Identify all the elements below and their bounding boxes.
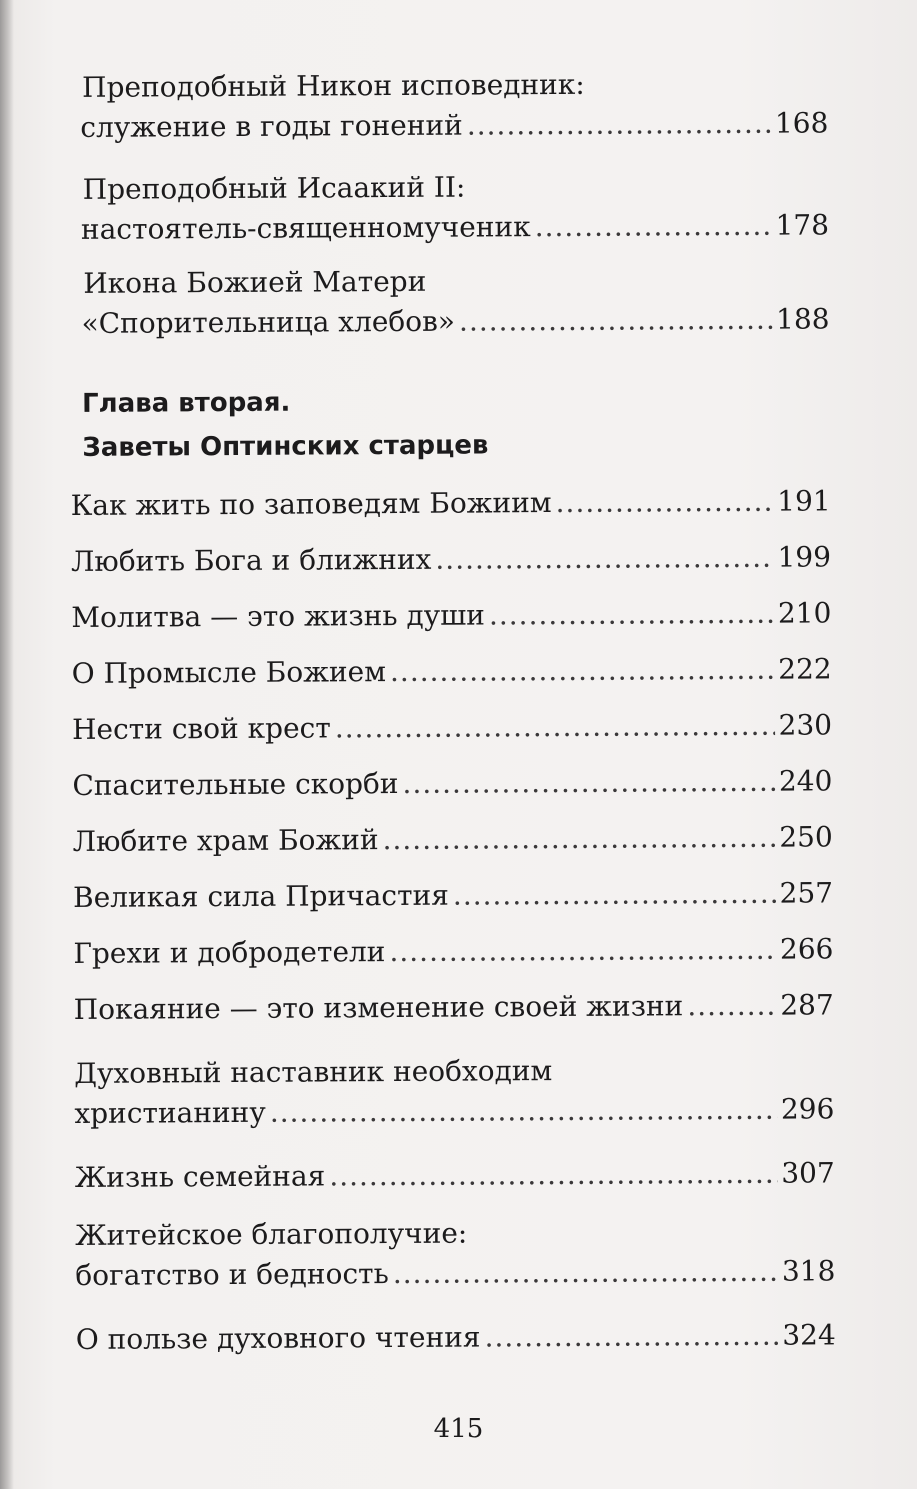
toc-entry-row — [71, 537, 831, 598]
dot-leader — [389, 930, 776, 972]
page-number: 415 — [433, 1414, 484, 1444]
toc-entry — [69, 259, 830, 382]
dot-leader — [435, 538, 773, 580]
toc-entry-row — [73, 817, 833, 878]
dot-leader — [393, 1252, 778, 1294]
toc-entry-title-line1: Преподобный Исаакий II: — [82, 170, 466, 206]
toc-entry-row — [71, 593, 831, 654]
toc-page-number: 199 — [777, 540, 832, 574]
toc-page-number: 240 — [778, 764, 833, 798]
dot-leader — [270, 1090, 777, 1133]
dot-leader — [535, 206, 772, 247]
toc-entry — [69, 165, 830, 264]
toc-entry-title: Покаяние — это изменение своей жизни — [73, 989, 684, 1026]
table-of-contents — [68, 63, 836, 1378]
toc-entry — [76, 1315, 836, 1378]
toc-entry — [68, 63, 829, 170]
toc-page-number: 287 — [780, 988, 834, 1022]
dot-leader — [467, 104, 771, 146]
toc-page-number: 178 — [775, 208, 830, 242]
toc-page-number: 266 — [779, 932, 834, 966]
toc-entry-row — [72, 649, 832, 710]
toc-entry-title-line2: христианину — [74, 1095, 266, 1130]
dot-leader — [555, 482, 773, 523]
toc-entry-row — [69, 299, 829, 344]
toc-entry-title: Как жить по заповедям Божиим — [70, 486, 552, 522]
dot-leader — [453, 874, 776, 916]
toc-page-number: 257 — [779, 876, 834, 910]
dot-leader — [390, 650, 775, 692]
toc-page-number: 307 — [781, 1156, 835, 1190]
toc-entry-title-line1: Икона Божией Матери — [83, 264, 427, 300]
toc-entry-row — [68, 103, 828, 148]
chapter-number: Глава вторая. — [81, 387, 291, 419]
toc-entry-row — [74, 1089, 834, 1134]
toc-entry-title: Грехи и добродетели — [73, 935, 386, 970]
toc-entry-title: Нести свой крест — [71, 711, 331, 746]
dot-leader — [329, 1154, 777, 1197]
toc-entry-title-line1: Житейское благополучие: — [75, 1216, 468, 1252]
toc-page-number: 324 — [782, 1318, 836, 1352]
dot-leader — [484, 1316, 778, 1358]
toc-page-number: 250 — [779, 820, 833, 854]
toc-page-number: 230 — [778, 708, 833, 742]
toc-entry — [75, 1153, 835, 1216]
toc-entry-row — [69, 205, 829, 250]
toc-entry-title: Любить Бога и ближних — [70, 542, 432, 578]
toc-page-number: 168 — [774, 106, 829, 140]
toc-entry-title-line2: богатство и бедность — [75, 1257, 389, 1292]
toc-entry-title: Молитва — это жизнь души — [71, 598, 486, 634]
toc-page-number: 210 — [777, 596, 832, 630]
toc-entry-row — [74, 985, 834, 1054]
toc-entry-title-line1: Преподобный Никон исповедник: — [82, 67, 585, 104]
toc-entry-title: Любите храм Божий — [72, 823, 379, 858]
toc-entry-title: Жизнь семейная — [74, 1159, 326, 1194]
toc-page-number: 222 — [778, 652, 832, 686]
toc-entry-row — [73, 873, 833, 934]
dot-leader — [489, 594, 774, 636]
dot-leader — [687, 986, 776, 1027]
toc-entry-title: Великая сила Причастия — [72, 878, 449, 914]
toc-entry-row — [75, 1251, 835, 1296]
toc-page-number: 296 — [780, 1092, 835, 1126]
dot-leader — [335, 706, 775, 749]
toc-page-number: 188 — [775, 302, 830, 336]
dot-leader — [459, 300, 772, 342]
toc-entry-title: О пользе духовного чтения — [75, 1320, 481, 1356]
toc-entry-row — [72, 705, 832, 766]
toc-entry-title-line2: настоятель-священномученик — [80, 210, 531, 246]
toc-page-number: 318 — [781, 1254, 836, 1288]
chapter-heading — [70, 377, 831, 486]
book-spine-shadow — [0, 0, 14, 1489]
dot-leader — [402, 762, 775, 804]
toc-entry-row — [76, 1315, 836, 1360]
toc-entry-title-line2: служение в годы гонений — [80, 108, 463, 144]
toc-entry-row — [75, 1153, 835, 1198]
toc-entry — [74, 1049, 835, 1158]
toc-entry-row — [72, 761, 832, 822]
toc-entry-title-line1: Духовный наставник необходим — [74, 1054, 553, 1090]
toc-entry-row — [73, 929, 833, 990]
toc-entry-row — [71, 481, 831, 542]
toc-entry-title: Спасительные скорби — [72, 766, 399, 802]
toc-chapter-entries — [71, 481, 834, 1054]
toc-entry-title-line2: «Спорительница хлебов» — [81, 304, 456, 340]
toc-entry-title: О Промысле Божием — [71, 655, 387, 690]
dot-leader — [382, 818, 775, 860]
toc-page-number: 191 — [777, 484, 831, 518]
chapter-title: Заветы Оптинских старцев — [82, 430, 489, 463]
toc-entry — [75, 1211, 836, 1320]
